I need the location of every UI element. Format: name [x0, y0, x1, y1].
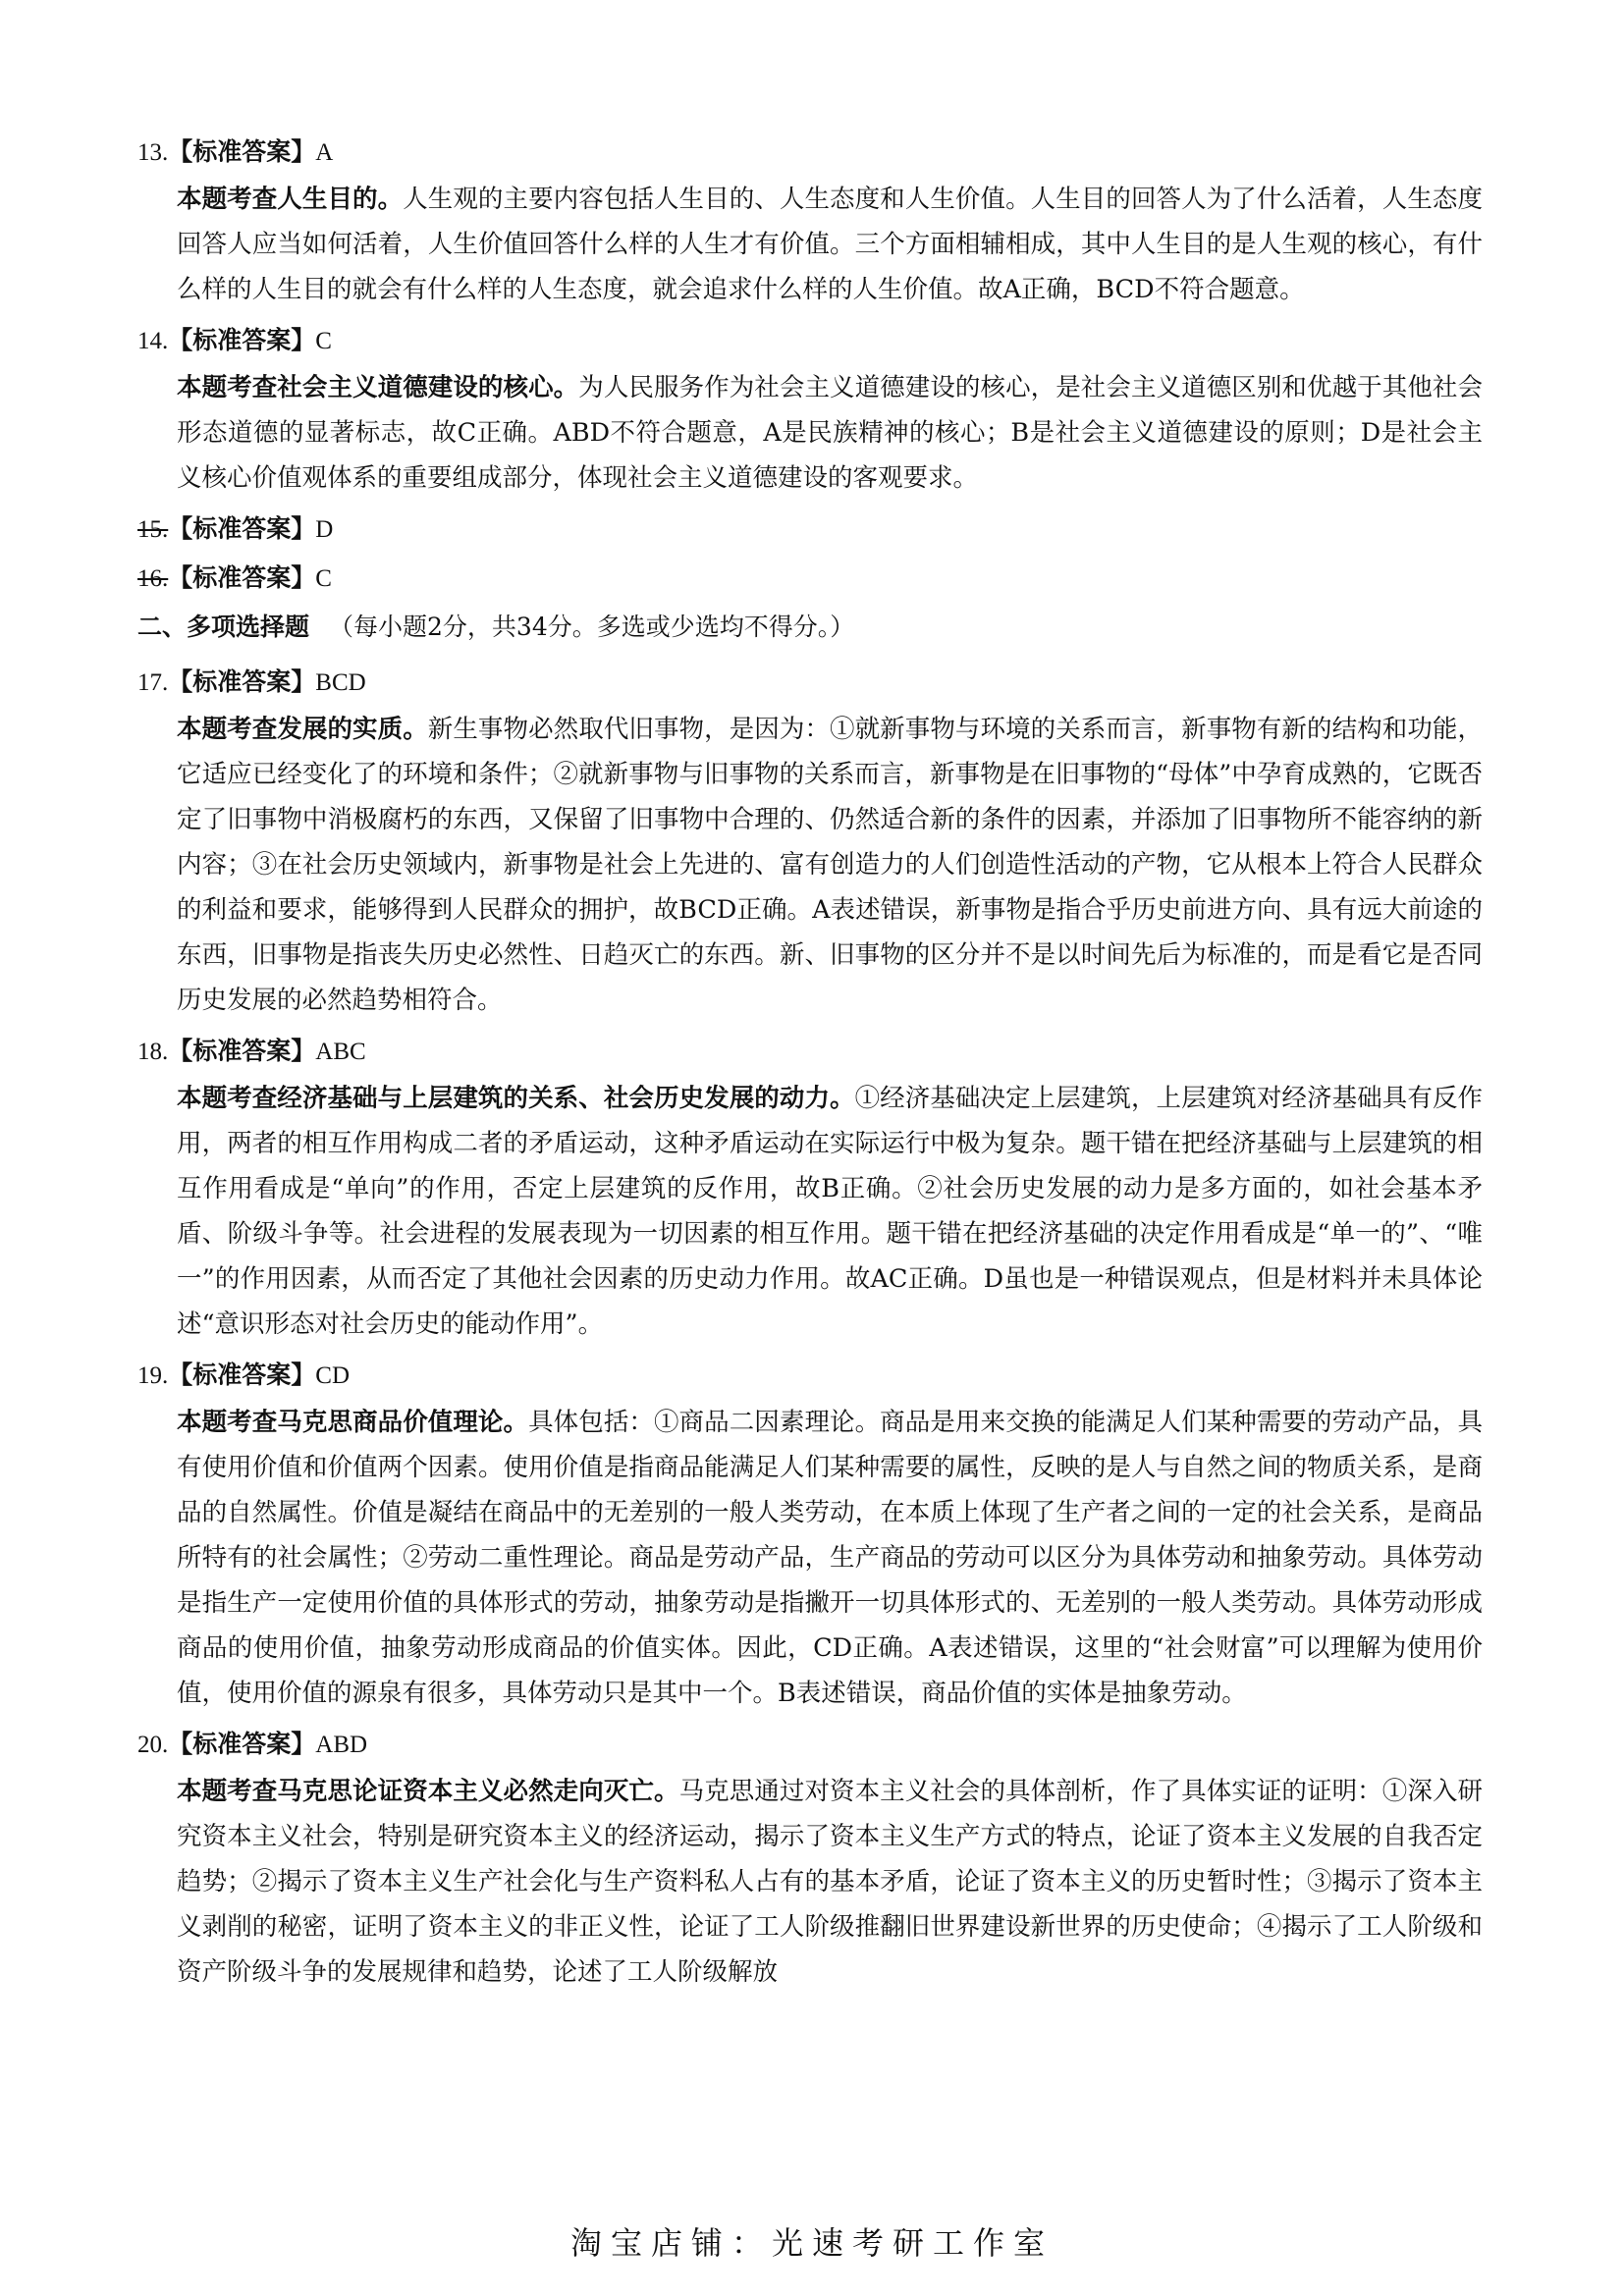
- question-number: 20.: [137, 1732, 169, 1758]
- answer-line-18: [137, 1027, 1483, 1076]
- answer-value: BCD: [315, 669, 366, 696]
- answer-line-17: [137, 658, 1483, 707]
- question-number: 16.: [137, 565, 169, 592]
- section-title: 二、多项选择题: [137, 613, 310, 641]
- explanation-topic: 本题考查社会主义道德建设的核心。: [177, 373, 579, 402]
- answer-line-13: [137, 128, 1483, 177]
- answer-tag: 【标准答案】: [168, 563, 316, 592]
- section-heading: [137, 603, 1483, 658]
- explanation-body: 人生观的主要内容包括人生目的、人生态度和人生价值。人生目的回答人为了什么活着，人生态度回答人应当如何活着，人生价值回答什么样的人生才有价值。三个方面相辅相成，其中人生目的是人生观的核心，有什么样的人生目的就会有什么样的人生态度，就会追求什么样的人生价值。故A正确，BCD不符合题意。: [177, 185, 1483, 304]
- explanation-14: [177, 365, 1483, 501]
- explanation-topic: 本题考查发展的实质。: [177, 715, 428, 744]
- answer-tag: 【标准答案】: [168, 514, 316, 543]
- answer-value: D: [315, 516, 334, 543]
- answer-tag: 【标准答案】: [168, 137, 316, 166]
- question-number: 17.: [137, 669, 169, 696]
- answer-tag: 【标准答案】: [168, 326, 316, 354]
- question-number: 13.: [137, 139, 169, 166]
- explanation-18: [177, 1076, 1483, 1347]
- explanation-body: 新生事物必然取代旧事物，是因为：①就新事物与环境的关系而言，新事物有新的结构和功能，它适应已经变化了的环境和条件；②就新事物与旧事物的关系而言，新事物是在旧事物的“母体”中孕育成熟的，它既否定了旧事物中消极腐朽的东西，又保留了旧事物中合理的、仍然适合新的条件的因素，并添加了旧事物所不能容纳的新内容；③在社会历史领域内，新事物是社会上先进的、富有创造力的人们创造性活动的产物，它从根本上符合人民群众的利益和要求，能够得到人民群众的拥护，故BCD正确。A表述错误，新事物是指合乎历史前进方向、具有远大前途的东西，旧事物是指丧失历史必然性、日趋灭亡的东西。新、旧事物的区分并不是以时间先后为标准的，而是看它是否同历史发展的必然趋势相符合。: [177, 715, 1483, 1015]
- answer-line-20: [137, 1720, 1483, 1769]
- explanation-body: 马克思通过对资本主义社会的具体剖析，作了具体实证的证明：①深入研究资本主义社会，特别是研究资本主义的经济运动，揭示了资本主义生产方式的特点，论证了资本主义发展的自我否定趋势；②揭示了资本主义生产社会化与生产资料私人占有的基本矛盾，论证了资本主义的历史暂时性；③揭示了资本主义剥削的秘密，证明了资本主义的非正义性，论证了工人阶级推翻旧世界建设新世界的历史使命；④揭示了工人阶级和资产阶级斗争的发展规律和趋势，论述了工人阶级解放: [177, 1777, 1483, 1987]
- question-number: 19.: [137, 1362, 169, 1389]
- explanation-topic: 本题考查马克思商品价值理论。: [177, 1408, 529, 1437]
- explanation-body: 为人民服务作为社会主义道德建设的核心，是社会主义道德区别和优越于其他社会形态道德的显著标志，故C正确。ABD不符合题意，A是民族精神的核心；B是社会主义道德建设的原则；D是社会主义核心价值观体系的重要组成部分，体现社会主义道德建设的客观要求。: [177, 373, 1483, 493]
- answer-line-15: [137, 505, 1483, 554]
- explanation-13: [177, 177, 1483, 312]
- answer-line-14: [137, 316, 1483, 365]
- explanation-body: ①经济基础决定上层建筑，上层建筑对经济基础具有反作用，两者的相互作用构成二者的矛盾运动，这种矛盾运动在实际运行中极为复杂。题干错在把经济基础与上层建筑的相互作用看成是“单向”的作用，否定上层建筑的反作用，故B正确。②社会历史发展的动力是多方面的，如社会基本矛盾、阶级斗争等。社会进程的发展表现为一切因素的相互作用。题干错在把经济基础的决定作用看成是“单一的”、“唯一”的作用因素，从而否定了其他社会因素的历史动力作用。故AC正确。D虽也是一种错误观点，但是材料并未具体论述“意识形态对社会历史的能动作用”。: [177, 1084, 1483, 1339]
- explanation-topic: 本题考查人生目的。: [177, 185, 404, 214]
- question-number: 18.: [137, 1039, 169, 1065]
- explanation-17: [177, 707, 1483, 1023]
- explanation-19: [177, 1400, 1483, 1716]
- answer-value: C: [315, 565, 332, 592]
- answer-tag: 【标准答案】: [168, 1730, 316, 1758]
- question-number: 14.: [137, 328, 169, 354]
- answer-line-16: [137, 554, 1483, 603]
- explanation-topic: 本题考查经济基础与上层建筑的关系、社会历史发展的动力。: [177, 1084, 855, 1113]
- answer-value: A: [315, 139, 334, 166]
- answer-line-19: [137, 1351, 1483, 1400]
- explanation-20: [177, 1769, 1483, 1995]
- explanation-body: 具体包括：①商品二因素理论。商品是用来交换的能满足人们某种需要的劳动产品，具有使用价值和价值两个因素。使用价值是指商品能满足人们某种需要的属性，反映的是人与自然之间的物质关系，是商品的自然属性。价值是凝结在商品中的无差别的一般人类劳动，在本质上体现了生产者之间的一定的社会关系，是商品所特有的社会属性；②劳动二重性理论。商品是劳动产品，生产商品的劳动可以区分为具体劳动和抽象劳动。具体劳动是指生产一定使用价值的具体形式的劳动，抽象劳动是指撇开一切具体形式的、无差别的一般人类劳动。具体劳动形成商品的使用价值，抽象劳动形成商品的价值实体。因此，CD正确。A表述错误，这里的“社会财富”可以理解为使用价值，使用价值的源泉有很多，具体劳动只是其中一个。B表述错误，商品价值的实体是抽象劳动。: [177, 1408, 1483, 1708]
- answer-tag: 【标准答案】: [168, 667, 316, 696]
- question-number: 15.: [137, 516, 169, 543]
- answer-value: ABD: [315, 1732, 368, 1758]
- shop-footer: 淘宝店铺：光速考研工作室: [569, 2224, 1054, 2262]
- section-note: （每小题2分，共34分。多选或少选均不得分。）: [329, 613, 855, 641]
- answer-tag: 【标准答案】: [168, 1037, 316, 1065]
- answer-tag: 【标准答案】: [168, 1361, 316, 1389]
- answer-value: CD: [315, 1362, 350, 1389]
- explanation-topic: 本题考查马克思论证资本主义必然走向灭亡。: [177, 1777, 679, 1806]
- answer-content: [137, 128, 1483, 1999]
- answer-value: ABC: [315, 1039, 366, 1065]
- answer-value: C: [315, 328, 332, 354]
